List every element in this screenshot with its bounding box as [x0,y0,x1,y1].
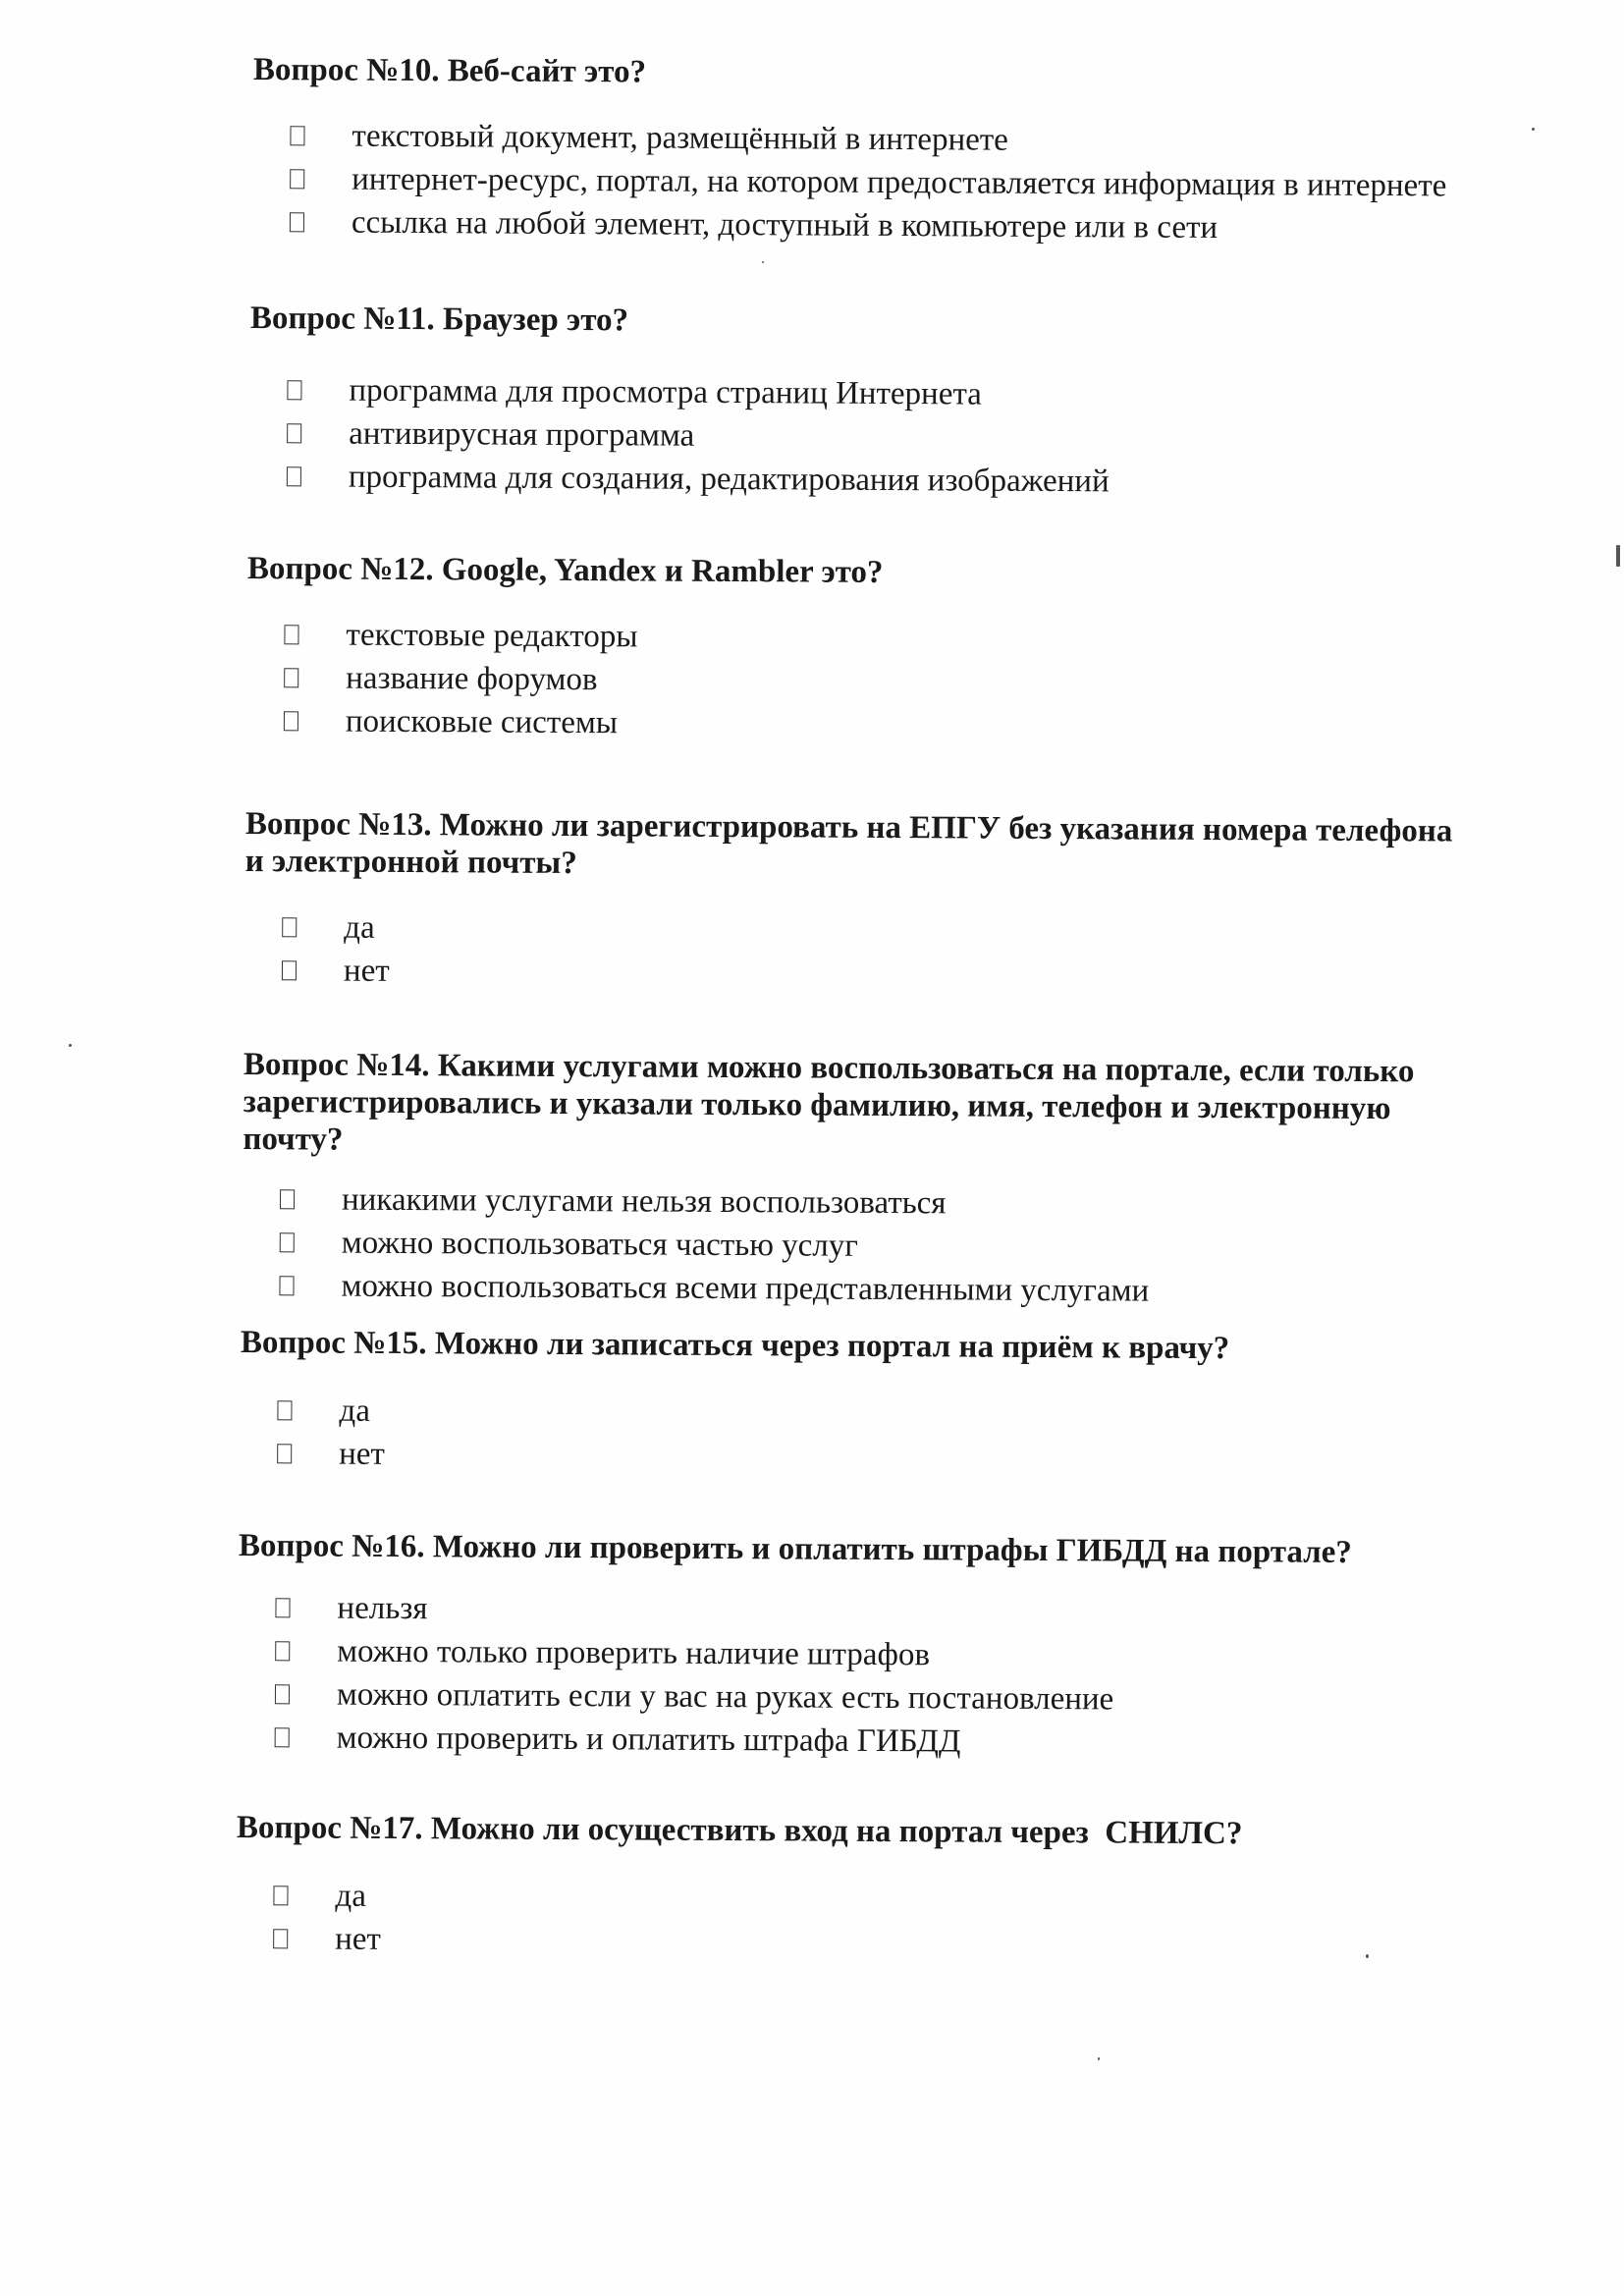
answer-options [290,114,1471,250]
question-title: Вопрос №12. Google, Yandex и Rambler это? [246,551,884,590]
answer-option-label: да [339,1393,371,1429]
question-14 [242,1046,1481,1315]
scan-speck [1366,1954,1369,1958]
question-title: Вопрос №14. Какими услугами можно воспользоваться на портале, если только зарегистрировались и указали только фамилию, имя, телефон и электронную почту? [243,1047,1415,1158]
scan-speck [1098,2057,1100,2060]
checkbox[interactable] [284,668,298,687]
checkbox[interactable] [290,169,304,189]
answer-option[interactable] [273,1917,1453,1967]
question-13 [244,805,1463,1000]
answer-option[interactable] [280,1177,1480,1228]
question-17 [236,1809,1454,1968]
answer-option[interactable] [284,656,1464,706]
answer-option-label: можно оплатить если у вас на руках есть постановление [336,1676,1114,1718]
checkbox[interactable] [287,423,301,443]
answer-option[interactable] [273,1874,1453,1924]
answer-options [275,1586,1456,1766]
checkbox[interactable] [280,1189,295,1209]
answer-option-label: можно только проверить наличие штрафов [337,1633,931,1673]
checkbox[interactable] [275,1641,290,1661]
checkbox[interactable] [287,466,301,486]
answer-option[interactable] [290,200,1470,250]
checkbox[interactable] [275,1598,290,1617]
answer-option-label: нет [343,953,390,989]
answer-options [287,368,1468,505]
question-title: Вопрос №17. Можно ли осуществить вход на портал через СНИЛС? [236,1810,1243,1852]
checkbox[interactable] [282,960,297,980]
question-title: Вопрос №10. Веб-сайт это? [252,51,647,90]
checkbox[interactable] [279,1276,294,1295]
answer-option-label: текстовый документ, размещённый в интернете [352,118,1009,158]
answer-option[interactable] [277,1389,1457,1439]
answer-option[interactable] [290,157,1470,207]
answer-option[interactable] [284,613,1464,663]
question-11 [249,300,1468,506]
question-10 [252,51,1471,251]
answer-option-label: текстовые редакторы [346,617,638,655]
checkbox[interactable] [290,126,304,145]
answer-option-label: ссылка на любой элемент, доступный в компьютере или в сети [351,204,1218,246]
answer-option[interactable] [275,1716,1455,1766]
question-title: Вопрос №11. Браузер это? [249,300,629,339]
answer-option-label: программа для создания, редактирования изображений [348,459,1110,500]
checkbox[interactable] [284,711,298,731]
answer-option[interactable] [287,368,1467,418]
question-16 [238,1527,1456,1767]
answer-option[interactable] [275,1672,1455,1722]
answer-option-label: да [344,909,375,946]
answer-option-label: нет [335,1921,382,1957]
answer-option-label: да [335,1878,367,1914]
scan-speck [1616,545,1620,567]
scan-speck [762,261,764,263]
answer-option-label: нельзя [337,1590,428,1627]
scan-speck [69,1044,72,1047]
checkbox[interactable] [280,1232,295,1252]
scan-speck [1532,128,1535,131]
answer-option[interactable] [287,455,1467,505]
answer-option-label: поисковые системы [345,703,619,741]
answer-option-label: можно проверить и оплатить штрафа ГИБДД [336,1720,961,1760]
answer-option[interactable] [287,411,1467,462]
checkbox[interactable] [284,625,298,644]
answer-option[interactable] [280,1221,1480,1271]
answer-option-label: нет [339,1436,386,1472]
answer-options [279,1177,1480,1314]
answer-option-label: программа для просмотра страниц Интернета [349,372,982,412]
question-title: Вопрос №15. Можно ли записаться через портал на приём к врачу? [240,1325,1230,1367]
answer-option[interactable] [277,1432,1457,1482]
answer-options [282,905,1463,999]
answer-options [284,613,1465,749]
checkbox[interactable] [290,212,304,232]
checkbox[interactable] [275,1684,290,1704]
answer-option[interactable] [275,1629,1455,1679]
answer-option-label: интернет-ресурс, портал, на котором предоставляется информация в интернете [352,161,1447,204]
answer-option-label: название форумов [346,660,598,698]
answer-option[interactable] [282,905,1462,956]
question-15 [240,1324,1458,1483]
answer-option[interactable] [279,1264,1479,1314]
checkbox[interactable] [287,380,301,400]
question-title: Вопрос №13. Можно ли зарегистрировать на ЕПГУ без указания номера телефона и электронной почты? [244,806,1453,882]
question-title: Вопрос №16. Можно ли проверить и оплатить штрафы ГИБДД на портале? [238,1528,1352,1570]
question-12 [246,550,1465,750]
checkbox[interactable] [273,1886,288,1905]
answer-option-label: можно воспользоваться частью услуг [341,1225,858,1264]
answer-option-label: антивирусная программа [349,415,695,454]
checkbox[interactable] [282,917,297,937]
answer-options [277,1389,1458,1482]
answer-option-label: можно воспользоваться всеми представленными услугами [341,1268,1150,1309]
checkbox[interactable] [275,1727,290,1747]
checkbox[interactable] [273,1929,288,1948]
checkbox[interactable] [277,1444,292,1463]
answer-options [273,1874,1454,1967]
checkbox[interactable] [277,1400,292,1420]
answer-option[interactable] [275,1586,1455,1636]
answer-option-label: никакими услугами нельзя воспользоваться [341,1181,947,1222]
answer-option[interactable] [290,114,1470,164]
answer-option[interactable] [284,699,1464,749]
answer-option[interactable] [282,949,1462,999]
